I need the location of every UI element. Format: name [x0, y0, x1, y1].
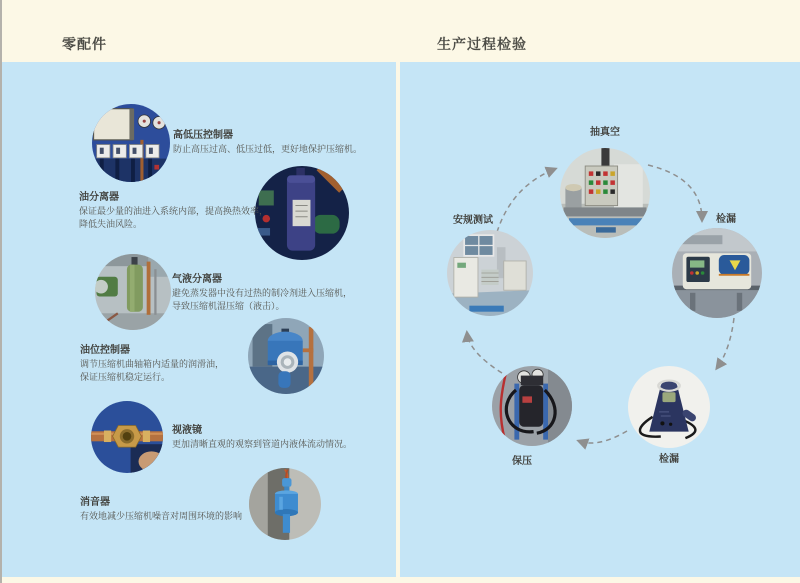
part-desc-line: 有效地减少压缩机噪音对周围环境的影响	[80, 512, 243, 522]
part-item	[173, 126, 391, 157]
arrow-pressure-to-safety	[467, 333, 502, 373]
part-desc-line: 保证压缩机稳定运行。	[80, 373, 171, 383]
part-name: 视液镜	[172, 425, 202, 436]
part-item	[79, 188, 297, 232]
part-name: 消音器	[80, 497, 110, 508]
part-desc-line: 更加清晰直观的观察到管道内液体流动情况。	[172, 440, 353, 450]
step-label: 保压	[512, 456, 532, 467]
process-inspection-title: 生产过程检验	[437, 37, 527, 53]
photo-image	[492, 366, 572, 446]
part-name: 油位控制器	[80, 345, 130, 356]
part-desc-line: 防止高压过高、低压过低，更好地保护压缩机。	[173, 145, 363, 155]
photo-image	[447, 230, 533, 316]
cycle-arrows	[400, 62, 800, 577]
part-item	[172, 421, 390, 452]
safety-test-photo	[447, 230, 533, 316]
step-label: 检漏	[716, 214, 736, 225]
photo-shapes	[447, 230, 533, 316]
photo-shapes	[92, 104, 170, 182]
sight-glass-photo	[91, 401, 163, 473]
part-desc-line: 导致压缩机湿压缩（液击）。	[172, 302, 285, 312]
photo-image	[672, 228, 762, 318]
photo-shapes	[492, 366, 572, 446]
photo-image	[91, 401, 163, 473]
gas-liquid-separator-photo	[95, 254, 171, 330]
part-desc-line: 降低失油风险。	[79, 220, 143, 230]
photo-image	[628, 366, 710, 448]
photo-image	[92, 104, 170, 182]
part-desc-line: 避免蒸发器中没有过热的制冷剂进入压缩机，	[172, 289, 353, 299]
arrow-leak2-to-pressure	[579, 431, 627, 443]
part-item	[80, 493, 298, 524]
pressure-holding-photo	[492, 366, 572, 446]
handheld-leak-detector-photo	[628, 366, 710, 448]
vacuum-pumping-photo	[560, 148, 650, 238]
part-desc-line: 保证最少量的油进入系统内部，提高换热效率，	[79, 207, 269, 217]
step-label: 检漏	[659, 454, 679, 465]
part-name: 高低压控制器	[173, 130, 233, 141]
part-item	[80, 341, 298, 385]
part-name: 气液分离器	[172, 274, 222, 285]
spare-parts-title: 零配件	[62, 37, 107, 53]
part-desc-line: 调节压缩机曲轴箱内适量的润滑油，	[80, 360, 225, 370]
step-label: 安规测试	[453, 215, 493, 226]
photo-image	[95, 254, 171, 330]
photo-shapes	[560, 148, 650, 238]
photo-image	[560, 148, 650, 238]
arrow-leak-to-leak2	[717, 318, 734, 368]
step-label: 抽真空	[590, 127, 620, 138]
photo-shapes	[95, 254, 171, 330]
part-item	[172, 270, 390, 314]
photo-shapes	[91, 401, 163, 473]
leak-detection-machine-photo	[672, 228, 762, 318]
high-low-pressure-controller-photo	[92, 104, 170, 182]
photo-shapes	[672, 228, 762, 318]
part-name: 油分离器	[79, 192, 119, 203]
photo-shapes	[628, 366, 710, 448]
